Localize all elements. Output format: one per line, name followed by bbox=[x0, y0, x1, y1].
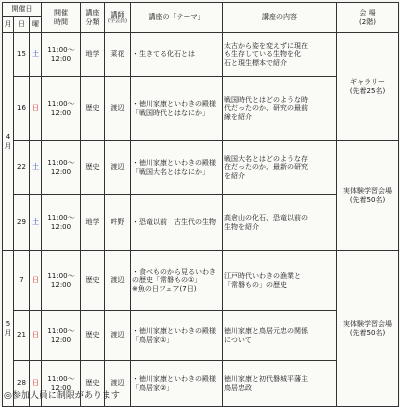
day-cell: 28 bbox=[14, 361, 30, 407]
table-row bbox=[3, 251, 399, 311]
time-cell: 11:00～ 12:00 bbox=[42, 77, 81, 141]
time-cell: 11:00～ 12:00 bbox=[42, 251, 81, 311]
venue-cell-hall-may: 実体験学習会場 (先着50名) bbox=[337, 251, 399, 407]
content-cell: 江戸時代いわきの漁業と 「常磐もの」の歴史 bbox=[223, 251, 337, 311]
day-cell: 29 bbox=[14, 195, 30, 251]
time-cell: 11:00～ 12:00 bbox=[42, 311, 81, 361]
theme-cell: ・恐竜以前 古生代の生物 bbox=[131, 195, 223, 251]
category-cell: 歴史 bbox=[81, 251, 105, 311]
lecturer-cell: 菜花 bbox=[105, 33, 131, 77]
table-row bbox=[3, 141, 399, 195]
theme-cell: ・生きてる化石とは bbox=[131, 33, 223, 77]
open-date-header: 開催日 bbox=[3, 3, 42, 17]
day-cell: 15 bbox=[14, 33, 30, 77]
lecturer-cell: 渡辺 bbox=[105, 141, 131, 195]
weekday-cell: 日 bbox=[30, 361, 42, 407]
category-cell: 歴史 bbox=[81, 311, 105, 361]
theme-cell: ・徳川家康といわきの殿様 「戦国時代とはなにか」 bbox=[131, 77, 223, 141]
category-cell: 歴史 bbox=[81, 361, 105, 407]
theme-cell: ・食べものから見るいわき の歴史「常磐もの①」 ※魚の日フェア(7日) bbox=[131, 251, 223, 311]
lecturer-cell: 渡辺 bbox=[105, 77, 131, 141]
time-cell: 11:00～ 12:00 bbox=[42, 195, 81, 251]
weekday-cell: 日 bbox=[30, 311, 42, 361]
category-cell: 地学 bbox=[81, 33, 105, 77]
category-cell: 歴史 bbox=[81, 141, 105, 195]
content-cell: 戦国時代とはどのような時 代だったのか、研究の最前 線を紹介 bbox=[223, 77, 337, 141]
venue-cell-hall-april: 実体験学習会場 (先着50名) bbox=[337, 141, 399, 251]
weekday-cell: 土 bbox=[30, 195, 42, 251]
theme-header: 講座の「テーマ」 bbox=[131, 3, 223, 33]
content-cell: 太古から姿を変えずに現在 も生存している生物を化 石と現生標本で紹介 bbox=[223, 33, 337, 77]
time-cell: 11:00～ 12:00 bbox=[42, 33, 81, 77]
content-cell: 高倉山の化石、恐竜以前の 生物を紹介 bbox=[223, 195, 337, 251]
participant-limit-notice: ◎参加人員に制限があります bbox=[4, 391, 120, 401]
weekday-header: 曜 bbox=[30, 17, 42, 33]
weekday-cell: 日 bbox=[30, 251, 42, 311]
theme-cell: ・徳川家康といわきの殿様 「鳥居家①」 bbox=[131, 311, 223, 361]
day-cell: 16 bbox=[14, 77, 30, 141]
category-header: 講座 分類 bbox=[81, 3, 105, 33]
time-header: 開催 時間 bbox=[42, 3, 81, 33]
theme-cell: ・徳川家康といわきの殿様 「鳥居家②」 bbox=[131, 361, 223, 407]
table-row bbox=[3, 33, 399, 77]
content-cell: 徳川家康と鳥居元忠の関係 について bbox=[223, 311, 337, 361]
month-cell-april: 4月 bbox=[3, 33, 14, 251]
time-cell: 11:00～ 12:00 bbox=[42, 141, 81, 195]
lecturer-cell: 渡辺 bbox=[105, 361, 131, 407]
month-header: 月 bbox=[3, 17, 14, 33]
weekday-cell: 土 bbox=[30, 33, 42, 77]
content-cell: 徳川家康と初代磐城平藩主 鳥居忠政 bbox=[223, 361, 337, 407]
lecturer-cell: 吽野 bbox=[105, 195, 131, 251]
category-cell: 地学 bbox=[81, 195, 105, 251]
lecture-schedule-table bbox=[2, 2, 399, 407]
weekday-cell: 土 bbox=[30, 141, 42, 195]
day-cell: 21 bbox=[14, 311, 30, 361]
weekday-cell: 日 bbox=[30, 77, 42, 141]
lecturer-cell: 渡辺 bbox=[105, 311, 131, 361]
category-cell: 歴史 bbox=[81, 77, 105, 141]
header-row-1 bbox=[3, 3, 399, 17]
theme-cell: ・徳川家康といわきの殿様 「戦国大名とはなにか」 bbox=[131, 141, 223, 195]
lecturer-cell: 渡辺 bbox=[105, 251, 131, 311]
content-cell: 戦国大名とはどのような存 在だったのか、最新の研究 を紹介 bbox=[223, 141, 337, 195]
month-cell-may: 5月 bbox=[3, 251, 14, 407]
day-cell: 7 bbox=[14, 251, 30, 311]
day-header: 日 bbox=[14, 17, 30, 33]
lecturer-header: 講師 (学芸員) bbox=[105, 3, 131, 33]
day-cell: 22 bbox=[14, 141, 30, 195]
venue-header: 会 場 (2階) bbox=[337, 3, 399, 33]
time-cell: 11:00～ 12:00 bbox=[42, 361, 81, 407]
venue-cell-gallery: ギャラリー (先着25名) bbox=[337, 33, 399, 141]
content-header: 講座の内容 bbox=[223, 3, 337, 33]
